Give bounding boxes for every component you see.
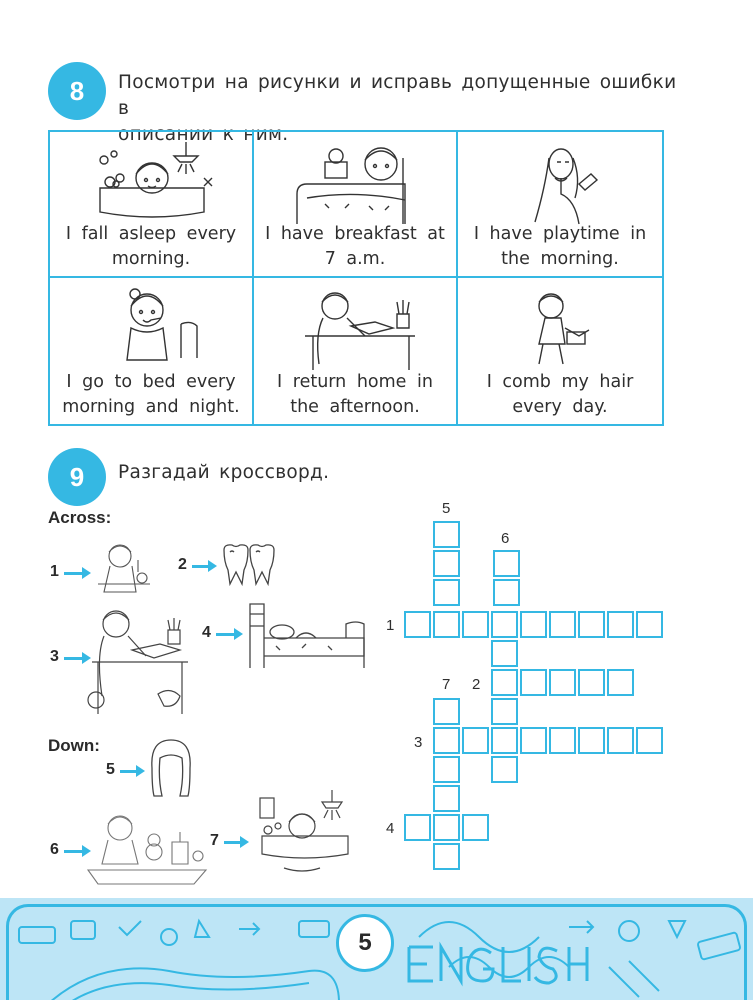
clue-6-arrow	[64, 850, 84, 853]
clue-3-number: 3	[50, 648, 59, 665]
crossword-cell[interactable]	[578, 727, 605, 754]
caption-5-line1: I return home in	[277, 372, 433, 392]
crossword-cell[interactable]	[433, 579, 460, 606]
grid-cell-homework	[254, 278, 458, 424]
crossword-number-4: 4	[386, 820, 395, 837]
girl-bathing-illustration	[254, 786, 354, 876]
crossword-cell[interactable]	[462, 814, 489, 841]
crossword-number-5: 5	[442, 500, 451, 517]
crossword-cell[interactable]	[607, 727, 634, 754]
crossword-cell[interactable]	[433, 843, 460, 870]
clue-6-number: 6	[50, 841, 59, 858]
crossword-cell[interactable]	[433, 611, 460, 638]
task-8-instruction-line2: описании к ним.	[118, 124, 289, 145]
boy-at-desk-illustration	[285, 284, 425, 372]
crossword-number-3: 3	[414, 734, 423, 751]
crossword-cell[interactable]	[404, 814, 431, 841]
crossword-cell[interactable]	[493, 550, 520, 577]
clue-5-arrow	[120, 770, 138, 773]
picture-grid	[48, 130, 664, 426]
crossword-cell[interactable]	[491, 611, 518, 638]
crossword-cell[interactable]	[549, 611, 576, 638]
girl-playing-illustration	[84, 806, 210, 886]
clue-7-arrow	[224, 841, 242, 844]
task-8-number: 8	[48, 62, 106, 120]
crossword-cell[interactable]	[433, 814, 460, 841]
crossword-number-2: 2	[472, 676, 481, 693]
caption-5-line2: the afternoon.	[290, 397, 420, 417]
across-label: Across:	[48, 508, 112, 527]
grid-cell-combing	[458, 132, 662, 278]
crossword-cell[interactable]	[549, 669, 576, 696]
clue-5-number: 5	[106, 761, 115, 778]
clue-4-number: 4	[202, 624, 211, 641]
clue-2-arrow	[192, 565, 210, 568]
girl-eating-illustration	[94, 540, 154, 606]
teeth-illustration	[220, 542, 278, 586]
caption-6-line1: I comb my hair	[486, 372, 634, 392]
crossword-cell[interactable]	[433, 785, 460, 812]
caption-6-line2: every day.	[512, 397, 608, 417]
caption-5	[254, 370, 456, 420]
crossword-cell[interactable]	[433, 727, 460, 754]
bed-illustration	[246, 598, 368, 670]
page-number: 5	[336, 914, 394, 972]
crossword-cell[interactable]	[491, 727, 518, 754]
caption-3	[458, 222, 662, 272]
crossword-cell[interactable]	[433, 698, 460, 725]
crossword-cell[interactable]	[578, 611, 605, 638]
girl-waking-illustration	[285, 138, 425, 226]
caption-4-line1: I go to bed every	[66, 372, 236, 392]
crossword-number-1: 1	[386, 617, 395, 634]
caption-1-line1: I fall asleep every	[65, 224, 237, 244]
down-label: Down:	[48, 736, 100, 755]
caption-2-line2: 7 a.m.	[324, 249, 386, 269]
caption-6	[458, 370, 662, 420]
grid-cell-walking	[458, 278, 662, 424]
girl-in-bath-illustration	[86, 138, 216, 226]
caption-3-line1: I have playtime in	[473, 224, 647, 244]
task-8-instruction-line1: Посмотри на рисунки и исправь допущенные ошибки в	[118, 72, 677, 119]
clue-3-arrow	[64, 657, 84, 660]
crossword-cell[interactable]	[520, 611, 547, 638]
caption-4	[50, 370, 252, 420]
caption-3-line2: the morning.	[501, 249, 619, 269]
crossword-cell[interactable]	[607, 611, 634, 638]
crossword-cell[interactable]	[433, 521, 460, 548]
crossword-cell[interactable]	[491, 669, 518, 696]
crossword-cell[interactable]	[491, 756, 518, 783]
crossword-cell[interactable]	[462, 727, 489, 754]
girl-brushing-teeth-illustration	[91, 284, 211, 372]
task-9-instruction: Разгадай кроссворд.	[118, 462, 330, 483]
caption-1	[50, 222, 252, 272]
crossword-cell[interactable]	[549, 727, 576, 754]
boy-with-bag-illustration	[505, 284, 615, 372]
crossword-cell[interactable]	[433, 756, 460, 783]
crossword-number-6: 6	[501, 530, 510, 547]
crossword-cell[interactable]	[404, 611, 431, 638]
woman-combing-illustration	[505, 138, 615, 226]
clue-1-arrow	[64, 572, 84, 575]
clue-4-arrow	[216, 633, 236, 636]
crossword-cell[interactable]	[607, 669, 634, 696]
grid-cell-bath	[50, 132, 254, 278]
clue-7-number: 7	[210, 832, 219, 849]
crossword-number-7: 7	[442, 676, 451, 693]
crossword-cell[interactable]	[493, 579, 520, 606]
clue-1-number: 1	[50, 563, 59, 580]
caption-4-line2: morning and night.	[62, 397, 240, 417]
caption-2	[254, 222, 456, 272]
crossword-cell[interactable]	[578, 669, 605, 696]
crossword-cell[interactable]	[636, 727, 663, 754]
clue-2-number: 2	[178, 556, 187, 573]
crossword-cell[interactable]	[433, 550, 460, 577]
crossword-cell[interactable]	[520, 669, 547, 696]
caption-2-line1: I have breakfast at	[265, 224, 445, 244]
crossword-cell[interactable]	[491, 640, 518, 667]
task-9-number: 9	[48, 448, 106, 506]
boy-doing-homework-illustration	[84, 604, 194, 722]
caption-1-line2: morning.	[111, 249, 191, 269]
hair-illustration	[148, 738, 194, 798]
grid-cell-bed	[254, 132, 458, 278]
grid-cell-brushing	[50, 278, 254, 424]
crossword-cell[interactable]	[520, 727, 547, 754]
crossword-cell[interactable]	[636, 611, 663, 638]
crossword-cell[interactable]	[462, 611, 489, 638]
crossword-cell[interactable]	[491, 698, 518, 725]
